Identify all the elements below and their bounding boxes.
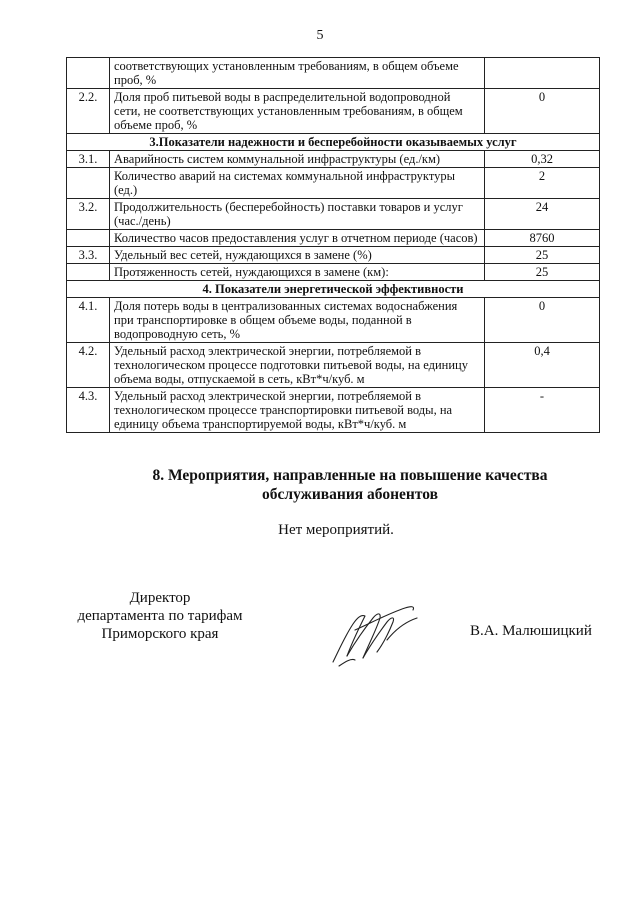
table-row [67, 168, 600, 199]
row-value: 2 [485, 168, 600, 199]
row-value: 0,4 [485, 343, 600, 388]
row-value: 8760 [485, 230, 600, 247]
table-row [67, 298, 600, 343]
signatory-position [60, 589, 260, 643]
row-number: 4.2. [67, 343, 110, 388]
row-text: Аварийность систем коммунальной инфраструктуры (ед./км) [110, 151, 485, 168]
row-number [67, 168, 110, 199]
row-text: Количество аварий на системах коммунальной инфраструктуры (ед.) [110, 168, 485, 199]
table-row [67, 264, 600, 281]
section-8-heading [0, 466, 640, 504]
row-text: Удельный расход электрической энергии, потребляемой в технологическом процессе транспортировки питьевой воды, на единицу объема транспортируемой воды, кВт*ч/куб. м [110, 388, 485, 433]
section-8-title-line-1: 8. Мероприятия, направленные на повышение качества [152, 467, 548, 484]
row-value: 25 [485, 264, 600, 281]
row-text: Удельный расход электрической энергии, потребляемой в технологическом процессе подготовки питьевой воды, на единицу объема воды, отпускаемой в сеть, кВт*ч/куб. м [110, 343, 485, 388]
row-text: Протяженность сетей, нуждающихся в замене (км): [110, 264, 485, 281]
table-row [67, 199, 600, 230]
row-text: Доля проб питьевой воды в распределительной водопроводной сети, не соответствующих установленным требованиям, в общем объеме проб, % [110, 89, 485, 134]
row-text: Доля потерь воды в централизованных системах водоснабжения при транспортировке в общем объеме воды, поданной в водопроводную сеть, % [110, 298, 485, 343]
row-value: 0 [485, 298, 600, 343]
row-value [485, 58, 600, 89]
section-8-title-line-2: обслуживания абонентов [262, 486, 438, 503]
table-row [67, 151, 600, 168]
row-value: 0 [485, 89, 600, 134]
row-number: 2.2. [67, 89, 110, 134]
position-line-3: Приморского края [101, 626, 219, 642]
row-value: 24 [485, 199, 600, 230]
section-8-body: Нет мероприятий. [278, 522, 394, 538]
section-row [67, 281, 600, 298]
table-row [67, 388, 600, 433]
table-row [67, 343, 600, 388]
row-number [67, 230, 110, 247]
indicators-table [66, 57, 600, 433]
row-value: - [485, 388, 600, 433]
row-value: 25 [485, 247, 600, 264]
row-number: 3.1. [67, 151, 110, 168]
row-number: 3.3. [67, 247, 110, 264]
row-number [67, 264, 110, 281]
row-number: 4.3. [67, 388, 110, 433]
row-text: соответствующих установленным требованиям, в общем объеме проб, % [110, 58, 485, 89]
row-value: 0,32 [485, 151, 600, 168]
signer-name: В.А. Малюшицкий [470, 623, 592, 639]
row-number: 4.1. [67, 298, 110, 343]
section-row [67, 134, 600, 151]
row-number: 3.2. [67, 199, 110, 230]
row-text: Количество часов предоставления услуг в отчетном периоде (часов) [110, 230, 485, 247]
table-row [67, 247, 600, 264]
page-number: 5 [316, 28, 324, 43]
row-text: Продолжительность (бесперебойность) поставки товаров и услуг (час./день) [110, 199, 485, 230]
position-line-1: Директор [129, 590, 191, 606]
row-text: Удельный вес сетей, нуждающихся в замене (%) [110, 247, 485, 264]
indicators-table-body [67, 58, 600, 433]
handwritten-signature [325, 600, 425, 670]
table-row [67, 58, 600, 89]
table-row [67, 230, 600, 247]
row-number [67, 58, 110, 89]
position-line-2: департамента по тарифам [77, 608, 243, 624]
section-heading: 3.Показатели надежности и бесперебойности оказываемых услуг [67, 134, 600, 151]
table-row [67, 89, 600, 134]
section-heading: 4. Показатели энергетической эффективности [67, 281, 600, 298]
